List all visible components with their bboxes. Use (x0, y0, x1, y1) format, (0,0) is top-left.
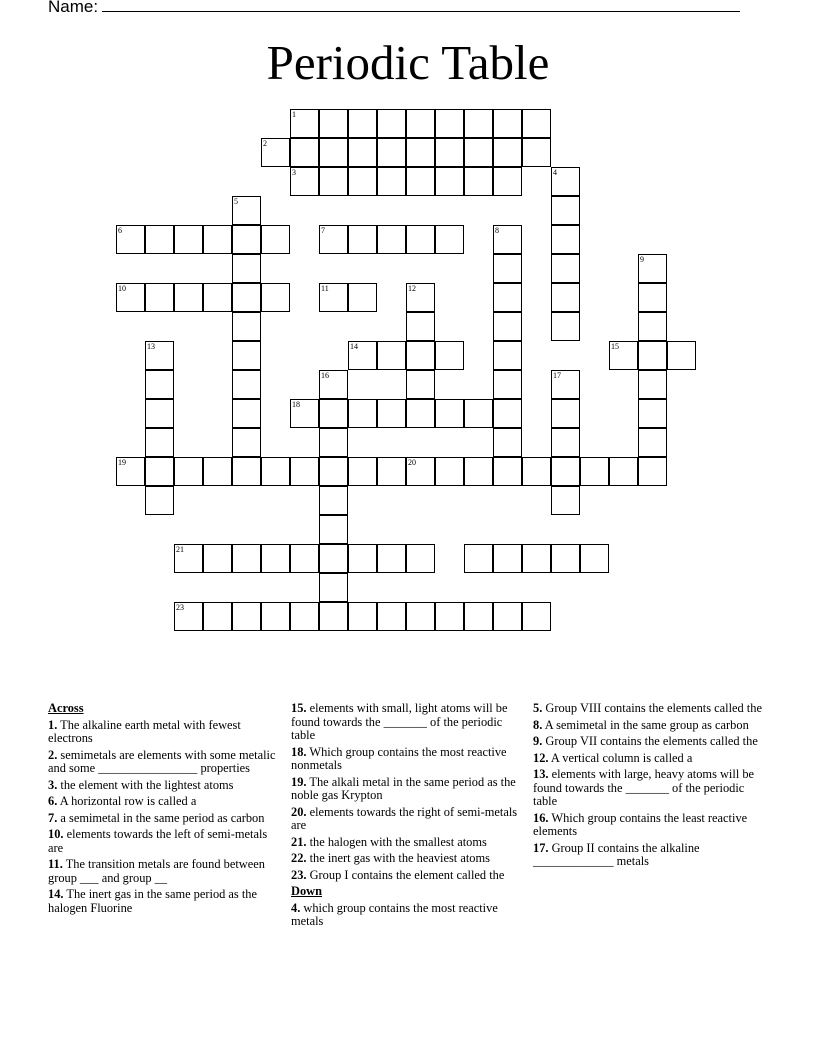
grid-cell[interactable] (551, 544, 580, 573)
grid-cell[interactable] (290, 138, 319, 167)
grid-cell[interactable] (493, 399, 522, 428)
grid-cell[interactable] (551, 370, 580, 399)
grid-cell[interactable] (319, 573, 348, 602)
grid-cell[interactable] (638, 341, 667, 370)
page-title: Periodic Table (266, 35, 550, 90)
grid-cell[interactable] (551, 254, 580, 283)
grid-cell[interactable] (348, 138, 377, 167)
grid-cell[interactable] (348, 544, 377, 573)
grid-cell[interactable] (551, 196, 580, 225)
grid-cell[interactable] (348, 602, 377, 631)
grid-cell[interactable] (493, 457, 522, 486)
grid-cell[interactable] (551, 399, 580, 428)
clue (48, 858, 284, 885)
grid-cell[interactable] (493, 544, 522, 573)
grid-cell[interactable] (290, 167, 319, 196)
clue (291, 869, 527, 883)
clue-number: 8 (495, 226, 499, 235)
clue-number-label: 17. (533, 840, 549, 855)
grid-cell[interactable] (145, 225, 174, 254)
clue-number: 21 (176, 545, 184, 554)
grid-cell[interactable] (290, 602, 319, 631)
grid-cell[interactable] (377, 399, 406, 428)
clue-number: 2 (263, 139, 267, 148)
clue-heading: Down (291, 884, 322, 898)
grid-cell[interactable] (145, 370, 174, 399)
grid-cell[interactable] (377, 544, 406, 573)
grid-cell[interactable] (464, 167, 493, 196)
grid-cell[interactable] (377, 602, 406, 631)
grid-cell[interactable] (638, 254, 667, 283)
grid-cell[interactable] (174, 544, 203, 573)
grid-cell[interactable] (232, 225, 261, 254)
clue-number: 16 (321, 371, 329, 380)
grid-cell[interactable] (493, 428, 522, 457)
grid-cell[interactable] (232, 283, 261, 312)
grid-cell[interactable] (522, 138, 551, 167)
grid-cell[interactable] (580, 457, 609, 486)
clue (48, 749, 284, 776)
grid-cell[interactable] (406, 544, 435, 573)
grid-cell[interactable] (203, 602, 232, 631)
grid-cell[interactable] (435, 225, 464, 254)
grid-cell[interactable] (174, 602, 203, 631)
grid-cell[interactable] (580, 544, 609, 573)
clue (291, 702, 527, 743)
grid-cell[interactable] (319, 283, 348, 312)
clue-text: The transition metals are found between group ___ and group __ (48, 857, 265, 885)
grid-cell[interactable] (493, 138, 522, 167)
clue-number-label: 2. (48, 747, 58, 762)
grid-cell[interactable] (667, 341, 696, 370)
grid-cell[interactable] (319, 515, 348, 544)
clue-text: elements towards the left of semi-metals are (48, 827, 268, 855)
grid-cell[interactable] (406, 283, 435, 312)
grid-cell[interactable] (493, 602, 522, 631)
grid-cell[interactable] (348, 109, 377, 138)
clue-number-label: 3. (48, 777, 58, 792)
clue (48, 828, 284, 855)
clue-number-label: 14. (48, 887, 64, 901)
clue-number: 18 (292, 400, 300, 409)
clue-number: 23 (176, 603, 184, 612)
grid-cell[interactable] (377, 225, 406, 254)
grid-cell[interactable] (232, 602, 261, 631)
grid-cell[interactable] (348, 457, 377, 486)
grid-cell[interactable] (406, 370, 435, 399)
grid-cell[interactable] (435, 602, 464, 631)
grid-cell[interactable] (319, 486, 348, 515)
clue-text: elements with small, light atoms will be found towards the _______ of the periodic table (291, 701, 508, 742)
clue (291, 902, 527, 929)
clue-number-label: 9. (533, 734, 543, 748)
grid-cell[interactable] (522, 602, 551, 631)
clue-column-3 (533, 702, 769, 872)
grid-cell[interactable] (551, 283, 580, 312)
clue (48, 779, 284, 793)
clue-text: Which group contains the most reactive nonmetals (291, 744, 507, 772)
grid-cell[interactable] (319, 225, 348, 254)
clue-number: 17 (553, 371, 561, 380)
grid-cell[interactable] (319, 428, 348, 457)
grid-cell[interactable] (261, 283, 290, 312)
grid-cell[interactable] (464, 399, 493, 428)
grid-cell[interactable] (493, 225, 522, 254)
clue-number-label: 12. (533, 750, 549, 765)
grid-cell[interactable] (406, 167, 435, 196)
clue-number-label: 10. (48, 827, 64, 841)
grid-cell[interactable] (493, 341, 522, 370)
grid-cell[interactable] (319, 138, 348, 167)
clue-column-1 (48, 702, 284, 918)
grid-cell[interactable] (145, 486, 174, 515)
grid-cell[interactable] (319, 399, 348, 428)
grid-cell[interactable] (464, 457, 493, 486)
grid-cell[interactable] (377, 109, 406, 138)
grid-cell[interactable] (406, 457, 435, 486)
clue-text: the element with the lightest atoms (60, 777, 234, 792)
grid-cell[interactable] (435, 109, 464, 138)
grid-cell[interactable] (348, 399, 377, 428)
grid-cell[interactable] (406, 138, 435, 167)
clue (48, 812, 284, 826)
grid-cell[interactable] (261, 602, 290, 631)
clue-number: 20 (408, 458, 416, 467)
clue-number: 10 (118, 284, 126, 293)
grid-cell[interactable] (406, 225, 435, 254)
grid-cell[interactable] (232, 399, 261, 428)
grid-cell[interactable] (232, 312, 261, 341)
clue (533, 735, 769, 749)
clue-text: A horizontal row is called a (59, 794, 197, 808)
grid-cell[interactable] (145, 341, 174, 370)
grid-cell[interactable] (377, 341, 406, 370)
clue (533, 812, 769, 839)
grid-cell[interactable] (145, 399, 174, 428)
clue-number-label: 1. (48, 717, 58, 732)
grid-cell[interactable] (319, 370, 348, 399)
grid-cell[interactable] (551, 428, 580, 457)
clue-number-label: 5. (533, 701, 543, 715)
grid-cell[interactable] (145, 457, 174, 486)
grid-cell[interactable] (319, 457, 348, 486)
grid-cell[interactable] (290, 457, 319, 486)
clue (533, 842, 769, 869)
clue (48, 795, 284, 809)
grid-cell[interactable] (493, 370, 522, 399)
clue-number-label: 20. (291, 804, 307, 819)
clue-number-label: 4. (291, 900, 301, 915)
grid-cell[interactable] (609, 341, 638, 370)
clue-number-label: 22. (291, 851, 307, 865)
grid-cell[interactable] (145, 283, 174, 312)
grid-cell[interactable] (348, 341, 377, 370)
clue-number-label: 18. (291, 744, 307, 759)
name-label: Name: (48, 0, 99, 16)
grid-cell[interactable] (174, 225, 203, 254)
grid-cell[interactable] (435, 341, 464, 370)
grid-cell[interactable] (638, 283, 667, 312)
grid-cell[interactable] (435, 457, 464, 486)
clue-number-label: 19. (291, 774, 307, 789)
grid-cell[interactable] (522, 109, 551, 138)
grid-cell[interactable] (435, 167, 464, 196)
clue-text: the halogen with the smallest atoms (309, 834, 487, 849)
clue-number: 7 (321, 226, 325, 235)
grid-cell[interactable] (493, 167, 522, 196)
clue (291, 836, 527, 850)
grid-cell[interactable] (377, 167, 406, 196)
clue-number-label: 15. (291, 701, 307, 715)
clue-number: 9 (640, 255, 644, 264)
grid-cell[interactable] (319, 167, 348, 196)
grid-cell[interactable] (464, 138, 493, 167)
clue-number: 12 (408, 284, 416, 293)
grid-cell[interactable] (464, 602, 493, 631)
grid-cell[interactable] (232, 196, 261, 225)
grid-cell[interactable] (261, 225, 290, 254)
grid-cell[interactable] (406, 109, 435, 138)
grid-cell[interactable] (406, 602, 435, 631)
grid-cell[interactable] (377, 457, 406, 486)
clue-text: Which group contains the least reactive elements (533, 810, 748, 838)
clue-text: A vertical column is called a (550, 750, 693, 765)
grid-cell[interactable] (551, 225, 580, 254)
clue-text: Group I contains the element called the (309, 867, 505, 882)
clue-number-label: 23. (291, 867, 307, 882)
clue-number: 5 (234, 197, 238, 206)
grid-cell[interactable] (377, 138, 406, 167)
grid-cell[interactable] (522, 544, 551, 573)
grid-cell[interactable] (638, 370, 667, 399)
clue-text: A semimetal in the same group as carbon (544, 717, 749, 732)
clue (291, 746, 527, 773)
clue (533, 768, 769, 809)
clue (291, 776, 527, 803)
grid-cell[interactable] (319, 544, 348, 573)
grid-cell[interactable] (464, 109, 493, 138)
clue-number: 19 (118, 458, 126, 467)
clue-text: The alkaline earth metal with fewest electrons (48, 717, 241, 745)
clue-number-label: 6. (48, 794, 58, 808)
grid-cell[interactable] (638, 428, 667, 457)
grid-cell[interactable] (232, 544, 261, 573)
grid-cell[interactable] (493, 254, 522, 283)
clue-number: 4 (553, 168, 557, 177)
grid-cell[interactable] (319, 109, 348, 138)
grid-cell[interactable] (145, 428, 174, 457)
clue-column-2 (291, 702, 527, 932)
clue (48, 888, 284, 915)
clue-text: The alkali metal in the same period as the noble gas Krypton (291, 774, 516, 802)
clue (533, 752, 769, 766)
clue-text: The inert gas in the same period as the halogen Fluorine (48, 887, 257, 915)
clue-number-label: 11. (48, 857, 63, 871)
clue-text: which group contains the most reactive metals (291, 900, 498, 928)
clue-text: the inert gas with the heaviest atoms (309, 851, 490, 865)
grid-cell[interactable] (551, 486, 580, 515)
clue-number: 14 (350, 342, 358, 351)
clue-number: 3 (292, 168, 296, 177)
grid-cell[interactable] (493, 283, 522, 312)
grid-cell[interactable] (232, 254, 261, 283)
grid-cell[interactable] (290, 544, 319, 573)
clue-number-label: 21. (291, 834, 307, 849)
grid-cell[interactable] (406, 341, 435, 370)
grid-cell[interactable] (348, 225, 377, 254)
grid-cell[interactable] (638, 457, 667, 486)
grid-cell[interactable] (609, 457, 638, 486)
clue-text: elements towards the right of semi-metals are (291, 804, 518, 832)
grid-cell[interactable] (232, 370, 261, 399)
grid-cell[interactable] (435, 138, 464, 167)
grid-cell[interactable] (493, 109, 522, 138)
grid-cell[interactable] (261, 457, 290, 486)
grid-cell[interactable] (203, 544, 232, 573)
grid-cell[interactable] (319, 602, 348, 631)
grid-cell[interactable] (638, 312, 667, 341)
grid-cell[interactable] (116, 457, 145, 486)
clue (533, 702, 769, 716)
clue-number: 6 (118, 226, 122, 235)
clue (533, 719, 769, 733)
clue-number: 11 (321, 284, 329, 293)
grid-cell[interactable] (174, 283, 203, 312)
clue-text: semimetals are elements with some metalic and some ________________ properties (48, 747, 276, 775)
grid-cell[interactable] (116, 283, 145, 312)
grid-cell[interactable] (203, 225, 232, 254)
clue-number-label: 13. (533, 767, 549, 781)
grid-cell[interactable] (435, 399, 464, 428)
clue-text: Group VIII contains the elements called the (545, 701, 762, 715)
grid-cell[interactable] (493, 312, 522, 341)
clue-text: elements with large, heavy atoms will be found towards the _______ of the periodic table (533, 767, 755, 808)
clue-number: 13 (147, 342, 155, 351)
clue-number-label: 7. (48, 810, 58, 825)
clue-number-label: 16. (533, 810, 549, 825)
clue-number: 15 (611, 342, 619, 351)
grid-cell[interactable] (348, 283, 377, 312)
grid-cell[interactable] (551, 312, 580, 341)
grid-cell[interactable] (638, 399, 667, 428)
clue-number-label: 8. (533, 717, 543, 732)
grid-cell[interactable] (551, 457, 580, 486)
clue-text: Group II contains the alkaline _____________ metals (533, 840, 700, 868)
grid-cell[interactable] (203, 457, 232, 486)
clue-text: a semimetal in the same period as carbon (60, 810, 265, 825)
grid-cell[interactable] (203, 283, 232, 312)
grid-cell[interactable] (551, 167, 580, 196)
grid-cell[interactable] (348, 167, 377, 196)
clue-number: 1 (292, 110, 296, 119)
grid-cell[interactable] (261, 544, 290, 573)
grid-cell[interactable] (232, 457, 261, 486)
grid-cell[interactable] (232, 341, 261, 370)
grid-cell[interactable] (290, 399, 319, 428)
clue (48, 719, 284, 746)
grid-cell[interactable] (522, 457, 551, 486)
grid-cell[interactable] (116, 225, 145, 254)
clue (291, 806, 527, 833)
grid-cell[interactable] (290, 109, 319, 138)
clue-heading: Across (48, 701, 84, 715)
grid-cell[interactable] (406, 312, 435, 341)
clue-text: Group VII contains the elements called the (545, 734, 758, 748)
grid-cell[interactable] (261, 138, 290, 167)
grid-cell[interactable] (174, 457, 203, 486)
clue (291, 852, 527, 866)
grid-cell[interactable] (232, 428, 261, 457)
grid-cell[interactable] (464, 544, 493, 573)
grid-cell[interactable] (406, 399, 435, 428)
